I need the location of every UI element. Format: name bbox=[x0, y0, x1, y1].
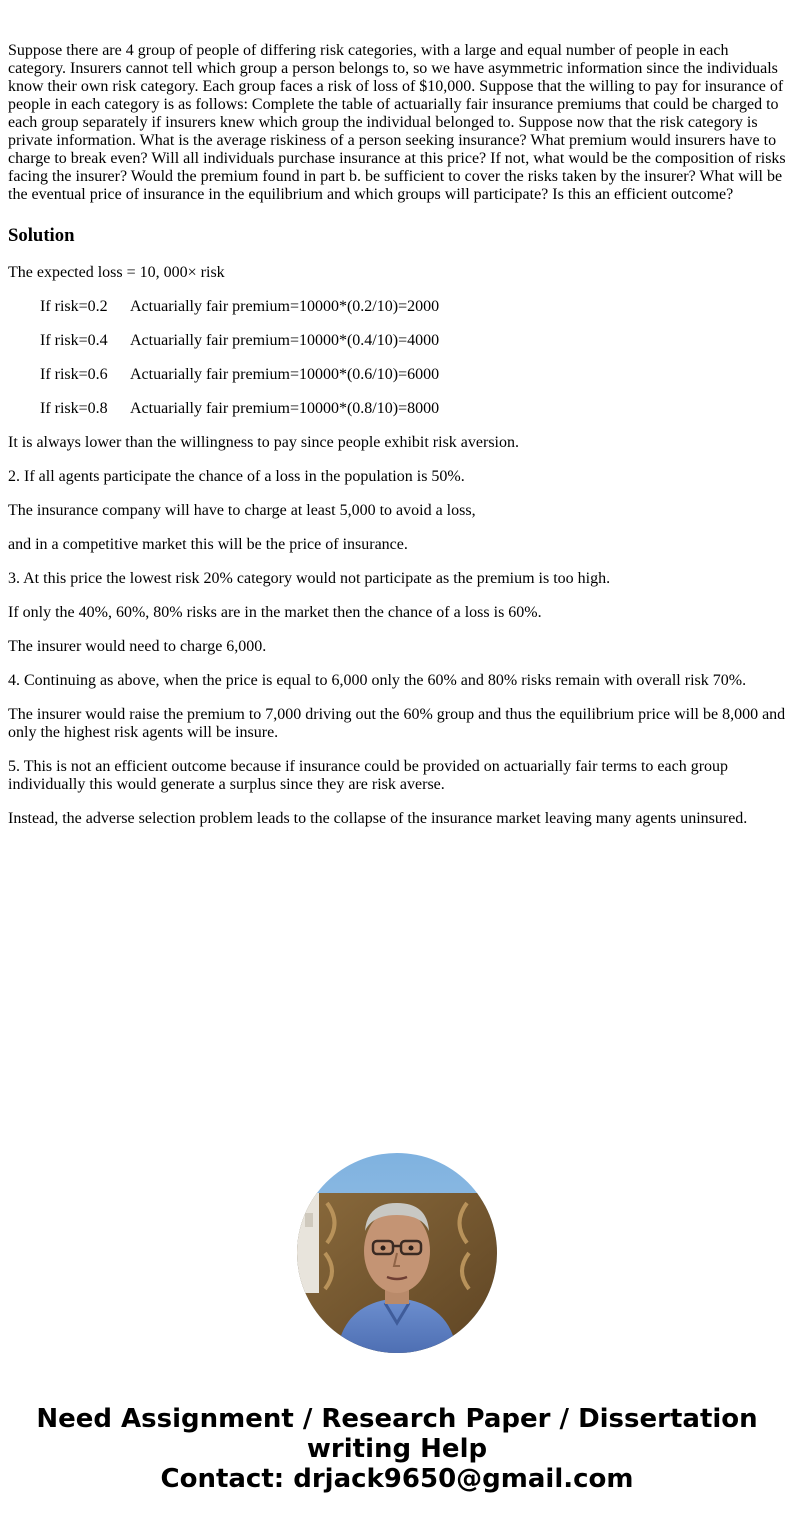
document-body bbox=[8, 42, 788, 828]
premium-row bbox=[40, 400, 788, 418]
solution-paragraph: The insurer would raise the premium to 7,000 driving out the 60% group and thus the equilibrium price will be 8,000 and only the highest risk agents will be insure. bbox=[8, 706, 786, 741]
solution-paragraph: and in a competitive market this will be the price of insurance. bbox=[8, 536, 408, 553]
premium-table bbox=[40, 298, 788, 418]
solution-paragraph: 4. Continuing as above, when the price is equal to 6,000 only the 60% and 80% risks remain with overall risk 70%. bbox=[8, 672, 747, 689]
solution-paragraph: 2. If all agents participate the chance of a loss in the population is 50%. bbox=[8, 468, 465, 485]
risk-label: If risk=0.8 bbox=[40, 400, 108, 417]
premium-value: Actuarially fair premium=10000*(0.8/10)=8000 bbox=[130, 400, 440, 417]
premium-value: Actuarially fair premium=10000*(0.6/10)=6000 bbox=[130, 366, 440, 383]
premium-row bbox=[40, 332, 788, 350]
solution-paragraph: If only the 40%, 60%, 80% risks are in the market then the chance of a loss is 60%. bbox=[8, 604, 542, 621]
solution-paragraph: The insurer would need to charge 6,000. bbox=[8, 638, 267, 655]
solution-heading: Solution bbox=[8, 225, 75, 246]
expected-loss-text: The expected loss = 10, 000× risk bbox=[8, 264, 225, 281]
author-avatar bbox=[297, 1153, 497, 1353]
risk-label: If risk=0.2 bbox=[40, 298, 108, 315]
premium-value: Actuarially fair premium=10000*(0.2/10)=2000 bbox=[130, 298, 440, 315]
risk-label: If risk=0.6 bbox=[40, 366, 108, 383]
solution-paragraph: 3. At this price the lowest risk 20% category would not participate as the premium is too high. bbox=[8, 570, 611, 587]
question-text: Suppose there are 4 group of people of differing risk categories, with a large and equal number of people in each category. Insurers cannot tell which group a person belongs to, so we have asymmetric information since the individuals know their own risk category. Each group faces a risk of loss of $10,000. Suppose that the willing to pay for insurance of people in each category is as follows: Complete the table of actuarially fair insurance premiums that could be charged to each group separately if insurers knew which group the individual belonged to. Suppose now that the risk category is private information. What is the average riskiness of a person seeking insurance? What premium would insurers have to charge to break even? Will all individuals purchase insurance at this price? If not, what would be the composition of risks facing the insurer? Would the premium found in part b. be sufficient to cover the risks taken by the insurer? What will be the eventual price of insurance in the equilibrium and which groups will participate? Is this an efficient outcome? bbox=[8, 42, 786, 203]
solution-paragraph: 5. This is not an efficient outcome because if insurance could be provided on actuarially fair terms to each group individually this would generate a surplus since they are risk averse. bbox=[8, 758, 729, 793]
author-photo-icon bbox=[297, 1153, 497, 1353]
help-footer bbox=[0, 1404, 794, 1494]
premium-row bbox=[40, 366, 788, 384]
solution-paragraph: Instead, the adverse selection problem leads to the collapse of the insurance market leaving many agents uninsured. bbox=[8, 810, 748, 827]
footer-tagline: Need Assignment / Research Paper / Dissertation writing Help bbox=[36, 1404, 758, 1464]
premium-row bbox=[40, 298, 788, 316]
footer-contact: Contact: drjack9650@gmail.com bbox=[160, 1464, 634, 1494]
risk-label: If risk=0.4 bbox=[40, 332, 108, 349]
solution-paragraph: The insurance company will have to charge at least 5,000 to avoid a loss, bbox=[8, 502, 476, 519]
solution-paragraph: It is always lower than the willingness to pay since people exhibit risk aversion. bbox=[8, 434, 519, 451]
premium-value: Actuarially fair premium=10000*(0.4/10)=4000 bbox=[130, 332, 440, 349]
